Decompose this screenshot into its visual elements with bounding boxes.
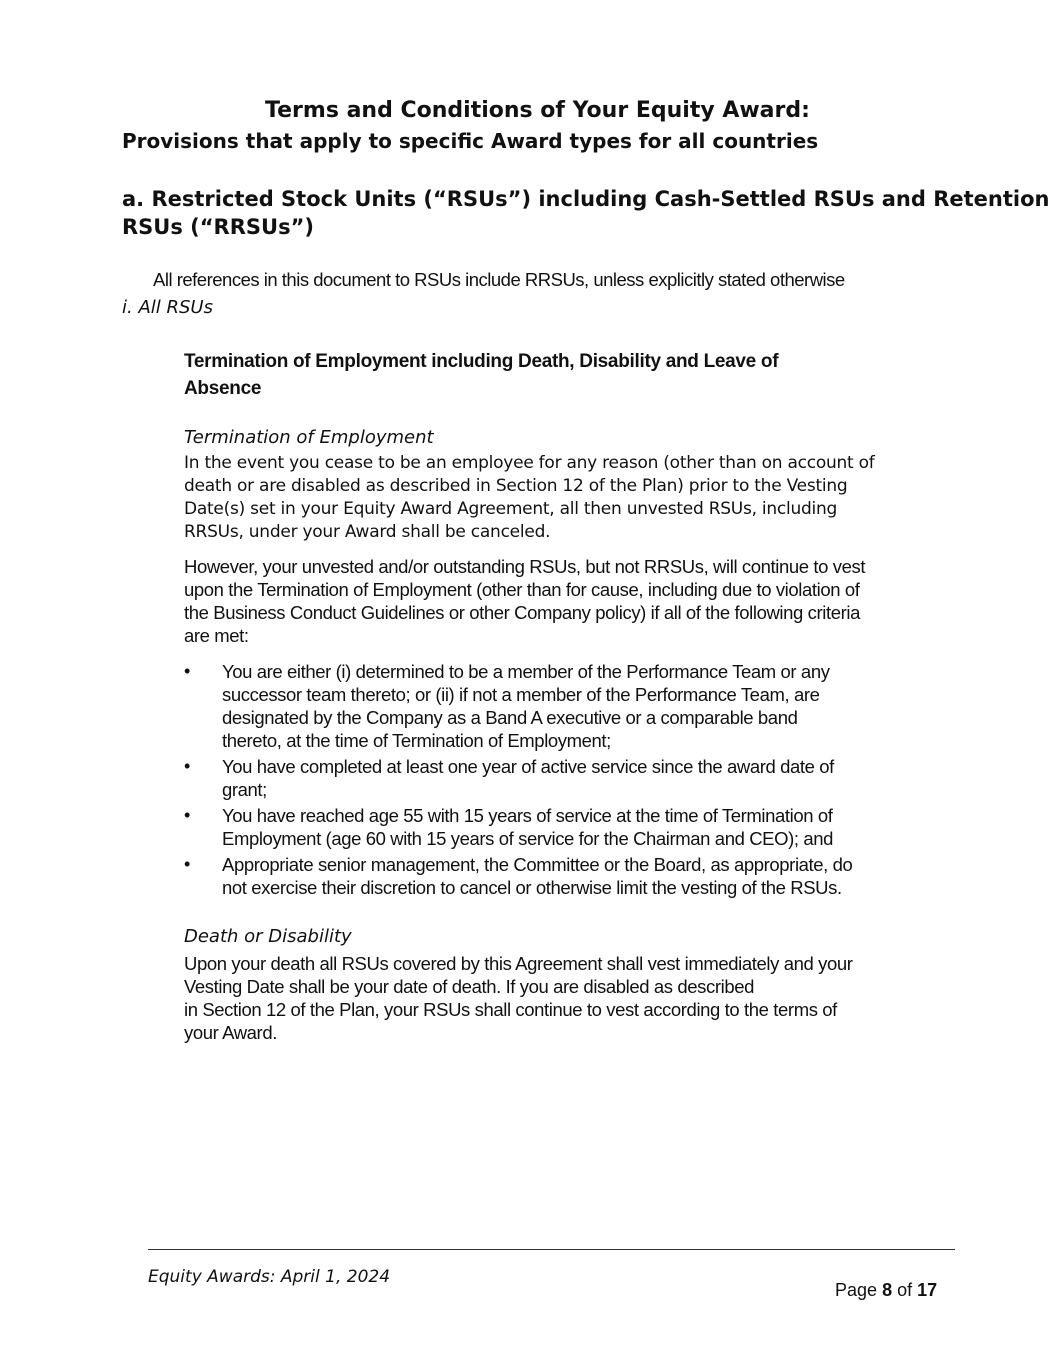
list-item-line: designated by the Company as a Band A executive or a comparable band: [222, 707, 798, 728]
footer-date: Equity Awards: April 1, 2024: [148, 1267, 391, 1287]
however-paragraph: [184, 555, 944, 647]
paragraph-line: Vesting Date shall be your date of death. If you are disabled as described: [184, 976, 754, 997]
paragraph-line: death or are disabled as described in Section 12 of the Plan) prior to the Vesting: [184, 476, 848, 496]
references-note: All references in this document to RSUs include RRSUs, unless explicitly stated otherwise: [153, 269, 845, 290]
section-a-heading-line: a. Restricted Stock Units (“RSUs”) including Cash-Settled RSUs and Retention: [122, 187, 1050, 211]
list-item: [184, 755, 944, 801]
list-item: [184, 804, 944, 850]
termination-heading-line: Absence: [184, 378, 262, 399]
page-subtitle: Provisions that apply to specific Award types for all countries: [122, 129, 819, 153]
list-item: [184, 853, 944, 899]
paragraph-line: RRSUs, under your Award shall be canceled.: [184, 522, 551, 542]
bullet-icon: •: [184, 854, 190, 874]
paragraph-line: Upon your death all RSUs covered by this Agreement shall vest immediately and your: [184, 953, 853, 974]
paragraph-line: Date(s) set in your Equity Award Agreement, all then unvested RSUs, including: [184, 499, 838, 519]
footer-divider: [148, 1249, 955, 1250]
death-heading: Death or Disability: [184, 926, 352, 947]
list-item: [184, 660, 944, 752]
subsection-heading: i. All RSUs: [122, 297, 213, 318]
employment-paragraph: [184, 452, 944, 544]
list-item-line: Employment (age 60 with 15 years of service for the Chairman and CEO); and: [222, 828, 834, 849]
paragraph-line: are met:: [184, 625, 249, 646]
termination-heading-line: Termination of Employment including Death, Disability and Leave of: [184, 351, 779, 372]
paragraph-line: upon the Termination of Employment (other than for cause, including due to violation of: [184, 579, 860, 600]
paragraph-line: your Award.: [184, 1022, 277, 1043]
death-paragraph: [184, 952, 944, 1044]
employment-heading: Termination of Employment: [184, 427, 434, 448]
page-prefix: Page: [835, 1280, 878, 1300]
bullet-icon: •: [184, 805, 190, 825]
termination-heading: [184, 348, 884, 402]
page-total: 17: [917, 1280, 938, 1300]
section-a-heading: [122, 185, 1050, 241]
paragraph-line: the Business Conduct Guidelines or other Company policy) if all of the following criteria: [184, 602, 860, 623]
bullet-icon: •: [184, 756, 190, 776]
criteria-list: [184, 660, 944, 902]
section-a-heading-line: RSUs (“RRSUs”): [122, 215, 314, 239]
list-item-line: Appropriate senior management, the Committee or the Board, as appropriate, do: [222, 854, 853, 875]
list-item-line: You are either (i) determined to be a member of the Performance Team or any: [222, 661, 830, 682]
page-title: Terms and Conditions of Your Equity Award:: [265, 98, 810, 123]
list-item-line: successor team thereto; or (ii) if not a member of the Performance Team, are: [222, 684, 820, 705]
bullet-icon: •: [184, 661, 190, 681]
list-item-line: You have completed at least one year of active service since the award date of: [222, 756, 834, 777]
list-item-line: thereto, at the time of Termination of Employment;: [222, 730, 611, 751]
paragraph-line: However, your unvested and/or outstanding RSUs, but not RRSUs, will continue to vest: [184, 556, 866, 577]
page-current: 8: [882, 1280, 893, 1300]
list-item-line: not exercise their discretion to cancel or otherwise limit the vesting of the RSUs.: [222, 877, 842, 898]
list-item-line: grant;: [222, 779, 267, 800]
paragraph-line: In the event you cease to be an employee for any reason (other than on account of: [184, 453, 875, 473]
page-number: [835, 1280, 937, 1301]
paragraph-line: in Section 12 of the Plan, your RSUs shall continue to vest according to the terms of: [184, 999, 837, 1020]
list-item-line: You have reached age 55 with 15 years of service at the time of Termination of: [222, 805, 833, 826]
page-of: of: [897, 1280, 913, 1300]
